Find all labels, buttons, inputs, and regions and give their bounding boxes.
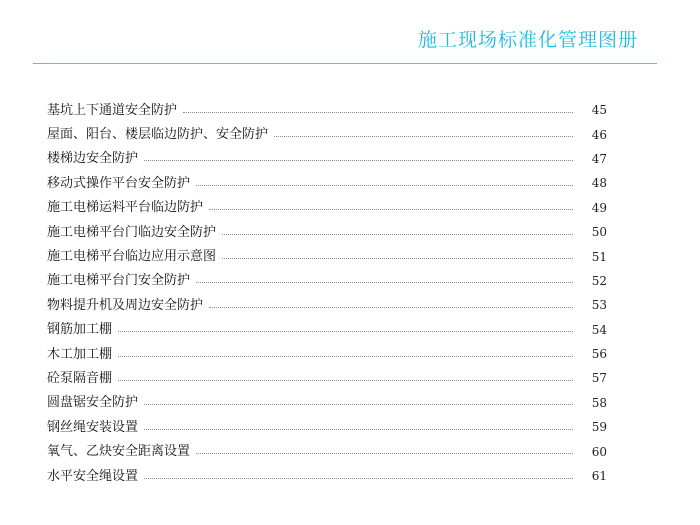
toc-entry-title: 水平安全绳设置 — [47, 468, 139, 484]
header-divider — [33, 63, 657, 64]
toc-entry-title: 基坑上下通道安全防护 — [47, 102, 178, 118]
page-title: 施工现场标准化管理图册 — [417, 29, 638, 51]
toc-dot-leader — [196, 282, 573, 283]
toc-page-number: 61 — [591, 469, 607, 484]
toc-dot-leader — [118, 356, 573, 357]
toc-entry[interactable] — [47, 464, 607, 488]
toc-entry-title: 圆盘锯安全防护 — [47, 395, 139, 411]
table-of-contents — [47, 98, 607, 488]
toc-entry-title: 钢筋加工棚 — [47, 322, 113, 338]
toc-page-number: 50 — [591, 225, 607, 240]
toc-dot-leader — [209, 209, 573, 210]
toc-dot-leader — [222, 258, 573, 259]
toc-entry-title: 木工加工棚 — [47, 346, 113, 362]
toc-entry[interactable] — [47, 147, 607, 171]
toc-page-number: 49 — [591, 200, 607, 215]
toc-entry[interactable] — [47, 415, 607, 439]
toc-entry[interactable] — [47, 366, 607, 390]
toc-page-number: 52 — [591, 273, 607, 288]
toc-dot-leader — [222, 234, 573, 235]
toc-page-number: 53 — [591, 298, 607, 313]
toc-dot-leader — [118, 380, 573, 381]
toc-page-number: 45 — [591, 103, 607, 118]
toc-entry-title: 施工电梯平台门临边安全防护 — [47, 224, 217, 240]
toc-dot-leader — [118, 331, 573, 332]
toc-entry-title: 移动式操作平台安全防护 — [47, 175, 191, 191]
toc-page-number: 57 — [591, 371, 607, 386]
toc-dot-leader — [144, 478, 573, 479]
toc-entry-title: 楼梯边安全防护 — [47, 151, 139, 167]
toc-dot-leader — [209, 307, 573, 308]
toc-entry-title: 施工电梯运料平台临边防护 — [47, 200, 204, 216]
toc-entry-title: 钢丝绳安装设置 — [47, 419, 139, 435]
toc-entry-title: 施工电梯平台门安全防护 — [47, 273, 191, 289]
toc-entry[interactable] — [47, 318, 607, 342]
toc-dot-leader — [196, 453, 573, 454]
toc-entry[interactable] — [47, 391, 607, 415]
toc-page-number: 54 — [591, 322, 607, 337]
toc-entry[interactable] — [47, 439, 607, 463]
toc-entry[interactable] — [47, 171, 607, 195]
toc-entry-title: 屋面、阳台、楼层临边防护、安全防护 — [47, 127, 269, 143]
toc-dot-leader — [196, 185, 573, 186]
toc-dot-leader — [144, 160, 573, 161]
toc-entry-title: 施工电梯平台临边应用示意图 — [47, 249, 217, 265]
toc-entry[interactable] — [47, 293, 607, 317]
toc-entry[interactable] — [47, 269, 607, 293]
toc-entry[interactable] — [47, 220, 607, 244]
toc-dot-leader — [144, 429, 573, 430]
toc-dot-leader — [183, 112, 573, 113]
toc-dot-leader — [274, 136, 573, 137]
toc-page-number: 58 — [591, 395, 607, 410]
toc-page-number: 56 — [591, 347, 607, 362]
toc-page-number: 60 — [591, 444, 607, 459]
toc-entry-title: 砼泵隔音棚 — [47, 370, 113, 386]
toc-entry[interactable] — [47, 196, 607, 220]
toc-page-number: 51 — [591, 249, 607, 264]
toc-page-number: 46 — [591, 127, 607, 142]
toc-entry[interactable] — [47, 342, 607, 366]
toc-page-number: 47 — [591, 151, 607, 166]
toc-entry-title: 物料提升机及周边安全防护 — [47, 297, 204, 313]
toc-entry[interactable] — [47, 98, 607, 122]
toc-dot-leader — [144, 404, 573, 405]
toc-entry-title: 氧气、乙炔安全距离设置 — [47, 444, 191, 460]
toc-page-number: 59 — [591, 420, 607, 435]
toc-page-number: 48 — [591, 176, 607, 191]
toc-entry[interactable] — [47, 244, 607, 268]
toc-entry[interactable] — [47, 122, 607, 146]
